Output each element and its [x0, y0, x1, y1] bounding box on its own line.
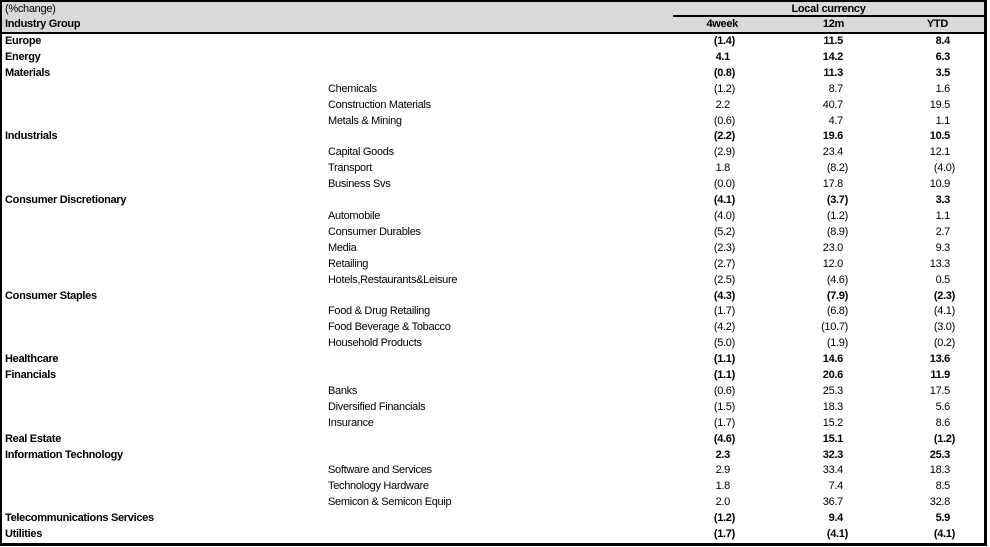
value-12m: 33.4: [822, 464, 843, 477]
value-4week: 2.0: [715, 496, 730, 509]
value-4week: (2.7): [713, 257, 735, 270]
value-4week: (4.3): [713, 289, 735, 302]
row-label: Real Estate: [5, 432, 62, 445]
value-4week: (4.0): [713, 209, 735, 222]
value-12m: (6.8): [826, 305, 848, 318]
value-4week: (2.9): [713, 146, 735, 159]
table-row: [2, 336, 984, 352]
table-row: [2, 209, 984, 225]
value-ytd: 9.3: [935, 241, 950, 254]
value-ytd: 8.5: [935, 480, 950, 493]
column-header-12m: 12m: [822, 18, 844, 30]
value-12m: (1.9): [826, 337, 848, 350]
value-ytd: 8.6: [935, 416, 950, 429]
row-label: Financials: [5, 369, 56, 382]
value-ytd: 13.6: [929, 353, 950, 366]
row-label: Chemicals: [328, 82, 377, 95]
row-label: Capital Goods: [328, 146, 394, 159]
value-12m: (8.9): [826, 225, 848, 238]
row-label: Media: [328, 241, 357, 254]
table-row: [2, 320, 984, 336]
table-header: [2, 2, 984, 34]
value-ytd: 5.9: [935, 512, 950, 525]
row-label: Hotels,Restaurants&Leisure: [328, 273, 458, 286]
value-12m: 19.6: [822, 130, 843, 143]
value-4week: (2.5): [713, 273, 735, 286]
row-label: Diversified Financials: [328, 400, 426, 413]
value-12m: (4.6): [826, 273, 848, 286]
value-12m: 23.4: [822, 146, 843, 159]
value-4week: 2.2: [715, 98, 730, 111]
value-ytd: 6.3: [935, 50, 950, 63]
value-ytd: 19.5: [929, 98, 950, 111]
value-ytd: 11.9: [930, 369, 950, 382]
percent-change-label: (%change): [5, 3, 56, 15]
value-ytd: 10.5: [929, 130, 950, 143]
table-row: [2, 527, 984, 543]
value-ytd: 18.3: [929, 464, 950, 477]
column-header-ytd: YTD: [926, 18, 948, 30]
value-4week: 4.1: [715, 50, 730, 63]
value-12m: 14.2: [822, 50, 843, 63]
table-row: [2, 145, 984, 161]
value-12m: 25.3: [822, 384, 843, 397]
row-label: Business Svs: [328, 178, 391, 191]
value-4week: (1.4): [713, 35, 735, 47]
value-ytd: 1.6: [935, 82, 950, 95]
value-ytd: 5.6: [935, 400, 950, 413]
row-label: Food & Drug Retailing: [328, 305, 430, 318]
row-label: Consumer Discretionary: [5, 194, 127, 207]
table-row: [2, 511, 984, 527]
value-4week: (0.6): [713, 384, 735, 397]
value-ytd: 12.1: [929, 146, 950, 159]
value-12m: 23.0: [822, 241, 843, 254]
row-label: Insurance: [328, 416, 374, 429]
table-row: [2, 368, 984, 384]
value-12m: 14.6: [822, 353, 843, 366]
value-ytd: 1.1: [935, 209, 950, 222]
header-row-spanner: [2, 2, 984, 17]
value-ytd: (2.3): [933, 289, 955, 302]
table-row: [2, 289, 984, 305]
table-row: [2, 225, 984, 241]
value-12m: 32.3: [822, 448, 843, 461]
value-12m: 7.4: [828, 480, 843, 493]
value-4week: (1.2): [713, 82, 735, 95]
value-ytd: 25.3: [929, 448, 950, 461]
value-12m: (8.2): [826, 162, 848, 175]
table-row: [2, 352, 984, 368]
row-label: Technology Hardware: [328, 480, 429, 493]
value-12m: 8.7: [828, 82, 843, 95]
value-4week: (1.1): [713, 369, 735, 382]
value-4week: (1.2): [713, 512, 735, 525]
table-row: [2, 304, 984, 320]
value-4week: (0.8): [713, 66, 735, 79]
local-currency-spanner-header: Local currency: [673, 2, 984, 17]
row-label: Healthcare: [5, 353, 59, 366]
table-row: [2, 400, 984, 416]
value-ytd: (4.0): [933, 162, 955, 175]
value-ytd: (1.2): [933, 432, 955, 445]
row-label: Household Products: [328, 337, 422, 350]
value-12m: (7.9): [826, 289, 848, 302]
value-4week: (0.0): [713, 178, 735, 191]
row-label: Construction Materials: [328, 98, 431, 111]
value-ytd: (4.1): [933, 305, 955, 318]
table-row: [2, 193, 984, 209]
value-12m: 40.7: [822, 98, 843, 111]
value-12m: 12.0: [822, 257, 843, 270]
value-12m: 15.1: [822, 432, 843, 445]
value-4week: (1.1): [713, 353, 735, 366]
table-row: [2, 273, 984, 289]
table-row: [2, 257, 984, 273]
row-label: Information Technology: [5, 448, 123, 461]
value-12m: (10.7): [821, 321, 848, 334]
value-4week: (1.5): [713, 400, 735, 413]
row-label: Materials: [5, 66, 50, 79]
table-row: [2, 34, 984, 50]
value-ytd: 0.5: [935, 273, 950, 286]
value-ytd: 2.7: [935, 225, 950, 238]
table-row: [2, 463, 984, 479]
value-12m: 4.7: [828, 114, 843, 127]
value-ytd: (3.0): [933, 321, 955, 334]
row-label: Industrials: [5, 130, 58, 143]
row-label: Food Beverage & Tobacco: [328, 321, 451, 334]
row-label: Metals & Mining: [328, 114, 402, 127]
table-row: [2, 495, 984, 511]
value-12m: 15.2: [822, 416, 843, 429]
row-label: Semicon & Semicon Equip: [328, 496, 452, 509]
row-label: Automobile: [328, 209, 381, 222]
value-ytd: 17.5: [929, 384, 950, 397]
value-4week: (4.1): [713, 194, 735, 207]
value-12m: 11.3: [823, 66, 843, 79]
table-row: [2, 50, 984, 66]
value-12m: (1.2): [826, 209, 848, 222]
table-row: [2, 479, 984, 495]
row-label: Energy: [5, 50, 41, 63]
value-4week: 2.3: [715, 448, 730, 461]
table-row: [2, 98, 984, 114]
row-label: Retailing: [328, 257, 369, 270]
value-4week: 1.8: [715, 162, 730, 175]
value-4week: (5.2): [713, 225, 735, 238]
value-12m: 17.8: [822, 178, 843, 191]
row-label: Software and Services: [328, 464, 432, 477]
row-label: Utilities: [5, 528, 43, 541]
table-row: [2, 416, 984, 432]
value-ytd: (0.2): [933, 337, 955, 350]
value-12m: 36.7: [822, 496, 843, 509]
value-4week: 1.8: [715, 480, 730, 493]
value-4week: (4.2): [713, 321, 735, 334]
table-row: [2, 161, 984, 177]
table-row: [2, 432, 984, 448]
value-ytd: 32.8: [929, 496, 950, 509]
value-12m: 20.6: [822, 369, 843, 382]
table-body: [2, 34, 984, 543]
value-12m: (4.1): [826, 528, 848, 541]
table-row: [2, 114, 984, 130]
value-ytd: 3.5: [935, 66, 950, 79]
table-row: [2, 448, 984, 464]
table-row: [2, 384, 984, 400]
row-label: Telecommunications Services: [5, 512, 154, 525]
value-12m: (3.7): [826, 194, 848, 207]
value-ytd: 13.3: [929, 257, 950, 270]
value-12m: 11.5: [823, 35, 843, 47]
value-4week: (2.2): [713, 130, 735, 143]
value-ytd: 1.1: [935, 114, 950, 127]
row-label: Transport: [328, 162, 372, 175]
value-ytd: 8.4: [935, 35, 950, 47]
value-4week: (0.6): [713, 114, 735, 127]
value-ytd: 3.3: [935, 194, 950, 207]
value-4week: (2.3): [713, 241, 735, 254]
row-label: Banks: [328, 384, 358, 397]
table-row: [2, 241, 984, 257]
value-4week: (1.7): [713, 305, 735, 318]
value-ytd: 10.9: [929, 178, 950, 191]
header-row-columns: [2, 17, 984, 34]
value-4week: 2.9: [715, 464, 730, 477]
value-4week: (1.7): [713, 528, 735, 541]
row-label: Consumer Staples: [5, 289, 97, 302]
value-4week: (1.7): [713, 416, 735, 429]
value-ytd: (4.1): [933, 528, 955, 541]
table-row: [2, 66, 984, 82]
row-label: Europe: [5, 35, 42, 47]
table-row: [2, 177, 984, 193]
table-row: [2, 82, 984, 98]
value-12m: 9.4: [828, 512, 843, 525]
row-label: Consumer Durables: [328, 225, 421, 238]
column-header-4week: 4week: [706, 18, 738, 30]
value-4week: (5.0): [713, 337, 735, 350]
table-row: [2, 129, 984, 145]
value-12m: 18.3: [822, 400, 843, 413]
value-4week: (4.6): [713, 432, 735, 445]
industry-group-column-header: Industry Group: [5, 18, 81, 30]
